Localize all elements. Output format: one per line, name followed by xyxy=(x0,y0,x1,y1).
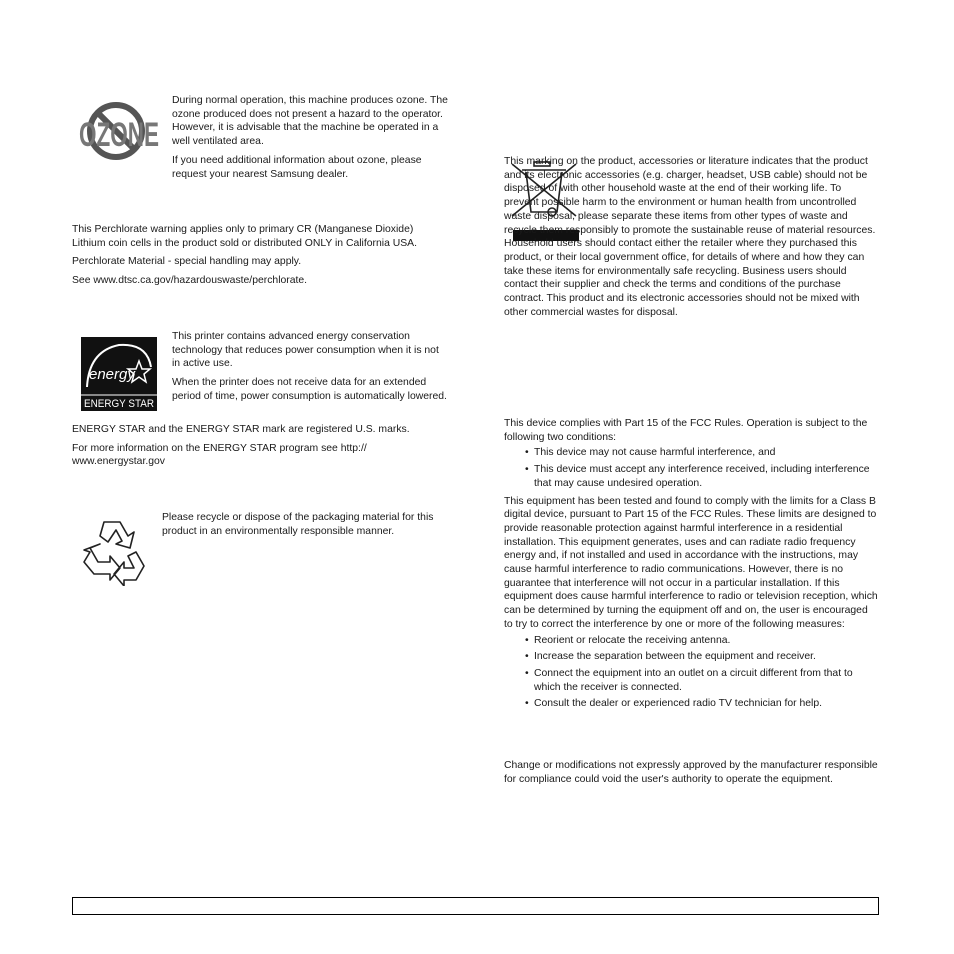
recycle-icon xyxy=(80,518,148,586)
energy-star-text xyxy=(172,330,448,404)
fcc-measures xyxy=(526,634,878,712)
no-ozone-icon xyxy=(78,100,162,166)
perchlorate-paragraph-2: Perchlorate Material - special handling may apply. xyxy=(72,256,302,268)
fcc-body: This equipment has been tested and found to comply with the limits for a Class B digital device, pursuant to Part 15 of the FCC Rules. These limits are designed to provide reasonable protection against harmful interference in a residential installation. This equipment generates, uses and can radiate radio frequency energy and, if not installed and used in accordance with the instructions, may cause harmful interference to radio communications. However, there is no guarantee that interference will not occur in a particular installation. If this equipment does cause harmful interference to radio or television reception, which can be determined by turning the equipment off and on, the user is encouraged to try to correct the interference by one or more of the following measures: xyxy=(504,495,878,630)
perchlorate-section xyxy=(72,223,448,288)
energy-star-footer xyxy=(72,423,410,469)
fcc-section xyxy=(504,417,878,715)
fcc-intro: This device complies with Part 15 of the FCC Rules. Operation is subject to the following two conditions: xyxy=(504,418,868,443)
ozone-logo xyxy=(78,100,162,166)
energy-star-trademark: ENERGY STAR and the ENERGY STAR mark are registered U.S. marks. xyxy=(72,424,410,435)
energy-star-caption: ENERGY STAR xyxy=(84,398,155,410)
fcc-modification xyxy=(504,759,878,786)
ozone-paragraph-1: During normal operation, this machine produces ozone. The ozone produced does not present a hazard to the operator. However, it is advisable that the machine be operated in a well ventilated area. xyxy=(172,95,448,148)
ozone-logo-text: OZONE xyxy=(79,116,159,154)
energy-star-script: energy xyxy=(89,366,135,383)
fcc-condition-2: • This device must accept any interference received, including interference that may cause undesired operation. xyxy=(526,463,878,490)
energy-star-paragraph-1: This printer contains advanced energy conservation technology that reduces power consumption when it is not in active use. xyxy=(172,331,439,370)
recycle-logo xyxy=(80,518,148,586)
fcc-measure-3: • Connect the equipment into an outlet on a circuit different from that to which the receiver is connected. xyxy=(526,667,878,694)
page-footer-frame xyxy=(72,897,879,915)
ozone-paragraph-2: If you need additional information about ozone, please request your nearest Samsung dealer. xyxy=(172,154,422,180)
fcc-measure-2: • Increase the separation between the equipment and receiver. xyxy=(526,650,878,664)
recycle-paragraph: Please recycle or dispose of the packaging material for this product in an environmentally responsible manner. xyxy=(162,512,434,537)
perchlorate-paragraph-1: This Perchlorate warning applies only to primary CR (Manganese Dioxide) Lithium coin cells in the product sold or distributed ONLY in California USA. xyxy=(72,224,417,249)
fcc-measure-1: • Reorient or relocate the receiving antenna. xyxy=(526,634,878,648)
fcc-modification-note: Change or modifications not expressly approved by the manufacturer responsible for compliance could void the user's authority to operate the equipment. xyxy=(504,760,878,785)
fcc-measure-4: • Consult the dealer or experienced radio TV technician for help. xyxy=(526,697,878,711)
weee-paragraph: This marking on the product, accessories or literature indicates that the product and its electronic accessories (e.g. charger, headset, USB cable) should not be disposed of with other household waste at the end of their working life. To prevent possible harm to the environment or human health from uncontrolled waste disposal, please separate these items from other types of waste and recycle them responsibly to promote the sustainable reuse of material resources. Household users should contact either the retailer where they purchased this product, or their local government office, for details of where and how they can take these items for environmentally safe recycling. Business users should contact their supplier and check the terms and conditions of the purchase contract. This product and its electronic accessories should not be mixed with other commercial wastes for disposal. xyxy=(504,156,876,318)
energy-star-paragraph-2: When the printer does not receive data for an extended period of time, power consumption is automatically lowered. xyxy=(172,377,447,402)
energy-star-icon xyxy=(81,337,157,411)
ozone-text xyxy=(172,94,448,181)
energy-star-logo xyxy=(81,337,157,411)
recycle-text xyxy=(162,511,448,538)
fcc-conditions xyxy=(526,446,878,490)
weee-text xyxy=(504,155,878,319)
energy-star-more-info: For more information on the ENERGY STAR program see http:// www.energystar.gov xyxy=(72,442,367,468)
fcc-condition-1: • This device may not cause harmful interference, and xyxy=(526,446,878,460)
perchlorate-paragraph-3: See www.dtsc.ca.gov/hazardouswaste/perchlorate. xyxy=(72,275,308,287)
